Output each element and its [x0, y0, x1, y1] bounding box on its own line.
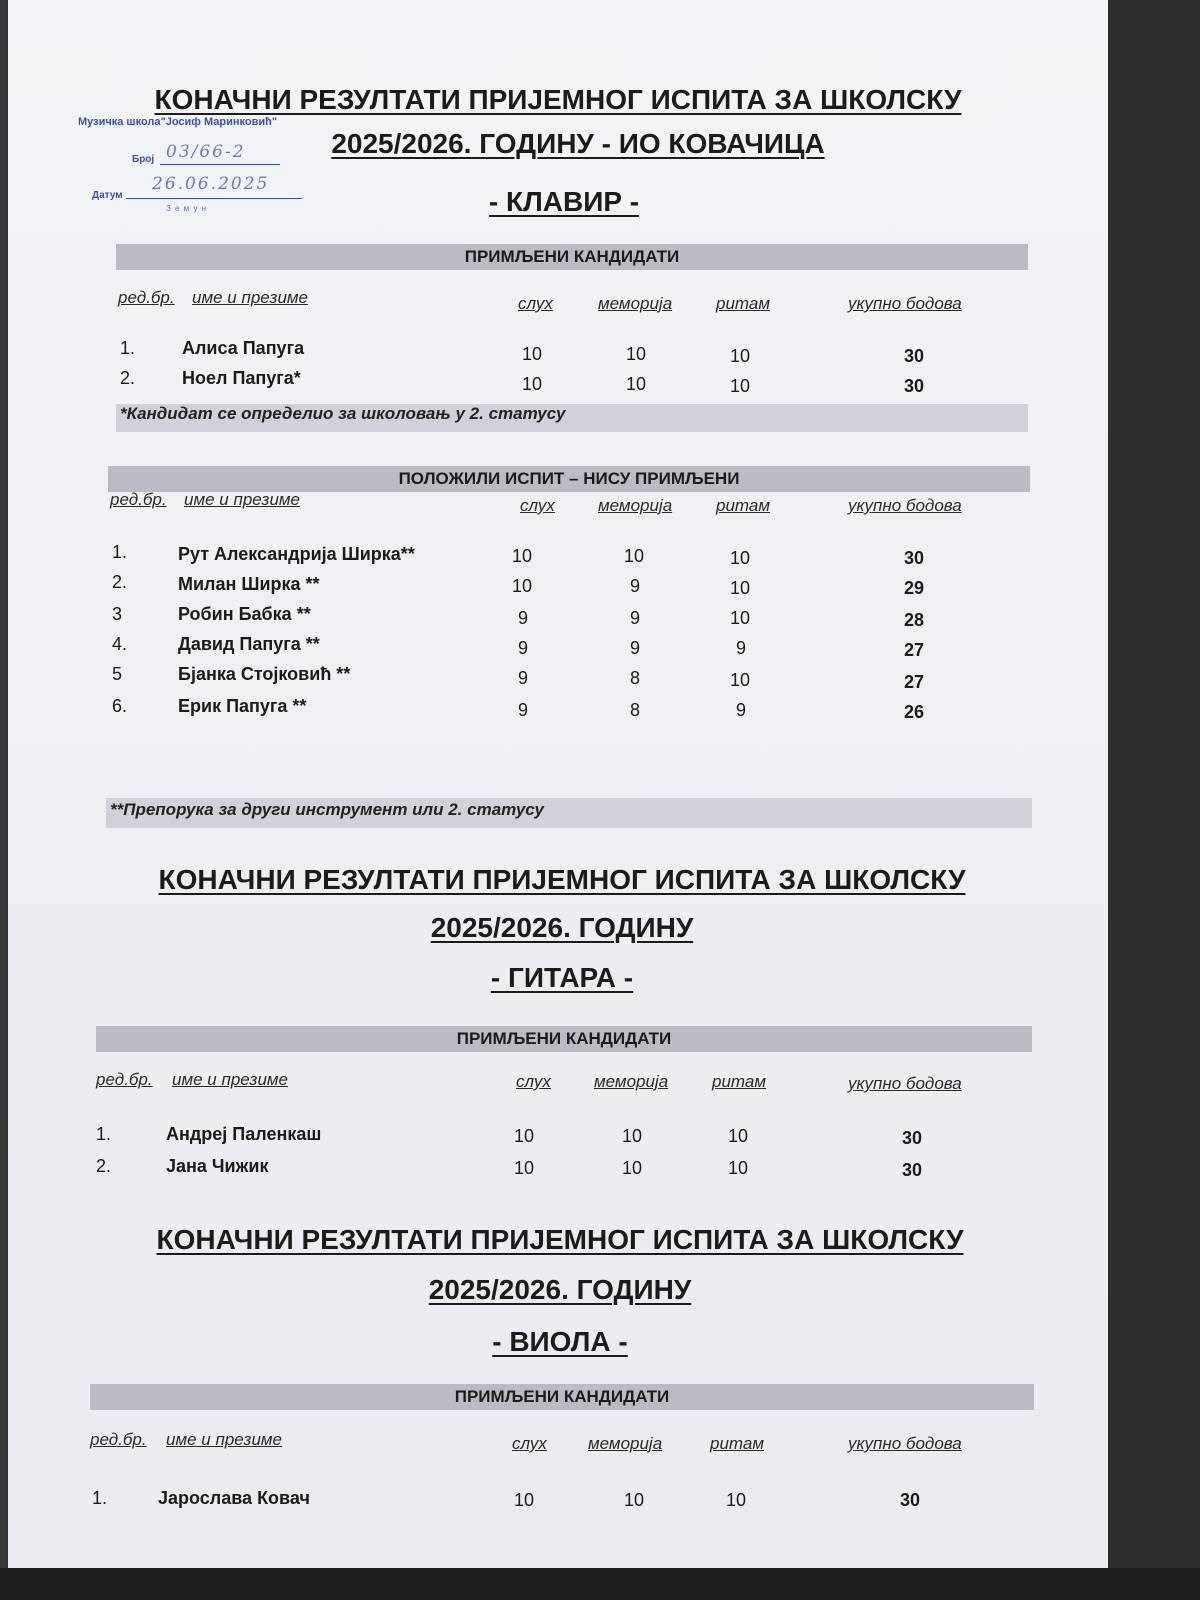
row-num: 1. — [96, 1124, 112, 1144]
col-header-sluh: слух — [516, 1072, 551, 1091]
row-memorija: 9 — [630, 608, 641, 628]
row-memorija: 10 — [624, 546, 645, 566]
klavir-accepted-note: *Кандидат се определио за школовањ у 2. статусу — [120, 404, 566, 423]
background-surface-bottom — [0, 1568, 1200, 1600]
row-num: 1. — [120, 338, 136, 358]
row-num: 4. — [112, 634, 128, 654]
row-memorija: 9 — [630, 638, 641, 658]
row-sluh: 9 — [518, 638, 529, 658]
row-num: 2. — [120, 368, 136, 388]
row-memorija: 8 — [630, 700, 641, 720]
row-name: Алиса Папуга — [182, 338, 305, 358]
col-header-memorija: меморија — [594, 1072, 669, 1091]
col-header-sluh: слух — [512, 1434, 547, 1453]
col-header-sluh: слух — [520, 496, 555, 515]
row-ritam: 10 — [726, 1490, 747, 1510]
row-num: 1. — [92, 1488, 108, 1508]
row-num: 3 — [112, 604, 123, 624]
col-header-memorija: меморија — [598, 496, 673, 515]
col-header-ritam: ритам — [716, 294, 770, 313]
row-ritam: 9 — [736, 638, 747, 658]
row-sluh: 10 — [512, 576, 533, 596]
col-header-num: ред.бр. — [110, 490, 167, 509]
row-name: Јана Чижик — [166, 1156, 269, 1176]
stamp-number-line — [160, 164, 280, 165]
row-sluh: 10 — [514, 1126, 535, 1146]
row-ritam: 10 — [730, 608, 751, 628]
stamp-school-name: Музичка школа"Јосиф Маринковић" — [78, 116, 278, 128]
row-total: 28 — [904, 610, 925, 630]
row-memorija: 10 — [624, 1490, 645, 1510]
col-header-num: ред.бр. — [90, 1430, 147, 1449]
row-name: Давид Папуга ** — [178, 634, 320, 654]
row-num: 2. — [112, 572, 128, 592]
row-num: 1. — [112, 542, 128, 562]
row-ritam: 10 — [730, 548, 751, 568]
row-total: 30 — [900, 1490, 921, 1510]
row-sluh: 10 — [522, 374, 543, 394]
row-name: Ерик Папуга ** — [178, 696, 307, 716]
col-header-name: име и презиме — [192, 288, 309, 307]
row-total: 26 — [904, 702, 925, 722]
gitara-accepted-band: ПРИМЉЕНИ КАНДИДАТИ — [96, 1026, 1032, 1052]
klavir-title-line1: КОНАЧНИ РЕЗУЛТАТИ ПРИЈЕМНОГ ИСПИТА ЗА ШКОЛСКУ — [154, 84, 962, 115]
viola-title-line2: 2025/2026. ГОДИНУ — [428, 1274, 692, 1305]
row-memorija: 10 — [622, 1158, 643, 1178]
row-ritam: 10 — [728, 1158, 749, 1178]
col-header-memorija: меморија — [588, 1434, 663, 1453]
row-memorija: 10 — [626, 374, 647, 394]
viola-title-line1: КОНАЧНИ РЕЗУЛТАТИ ПРИЈЕМНОГ ИСПИТА ЗА ШКОЛСКУ — [156, 1224, 964, 1255]
row-sluh: 9 — [518, 700, 529, 720]
klavir-instrument: - КЛАВИР - — [488, 186, 640, 217]
row-memorija: 8 — [630, 668, 641, 688]
col-header-name: име и презиме — [172, 1070, 289, 1089]
col-header-total: укупно бодова — [848, 294, 962, 313]
row-name: Робин Бабка ** — [178, 604, 311, 624]
col-header-name: име и презиме — [184, 490, 301, 509]
row-name: Андреј Паленкаш — [166, 1124, 322, 1144]
row-name: Јарослава Ковач — [158, 1488, 310, 1508]
klavir-accepted-band: ПРИМЉЕНИ КАНДИДАТИ — [116, 244, 1028, 270]
stamp-date-label: Датум — [92, 190, 123, 201]
row-total: 27 — [904, 672, 925, 692]
col-header-ritam: ритам — [716, 496, 770, 515]
col-header-name: име и презиме — [166, 1430, 283, 1449]
col-header-ritam: ритам — [712, 1072, 766, 1091]
row-sluh: 10 — [514, 1158, 535, 1178]
row-sluh: 10 — [522, 344, 543, 364]
row-total: 30 — [904, 346, 925, 366]
row-total: 30 — [904, 376, 925, 396]
row-num: 5 — [112, 664, 123, 684]
col-header-total: укупно бодова — [848, 496, 962, 515]
row-name: Бјанка Стојковић ** — [178, 664, 351, 684]
row-ritam: 10 — [730, 376, 751, 396]
row-total: 30 — [902, 1160, 923, 1180]
row-ritam: 10 — [728, 1126, 749, 1146]
row-total: 30 — [904, 548, 925, 568]
col-header-num: ред.бр. — [118, 288, 175, 307]
row-ritam: 10 — [730, 578, 751, 598]
row-sluh: 9 — [518, 668, 529, 688]
row-total: 30 — [902, 1128, 923, 1148]
stamp-date-value: 26.06.2025 — [152, 174, 270, 194]
row-total: 29 — [904, 578, 925, 598]
stamp-number-label: Број — [132, 154, 155, 165]
row-num: 6. — [112, 696, 128, 716]
row-memorija: 10 — [626, 344, 647, 364]
klavir-passed-note: **Препорука за други инструмент или 2. статусу — [110, 800, 544, 819]
row-ritam: 10 — [730, 346, 751, 366]
gitara-title-line1: КОНАЧНИ РЕЗУЛТАТИ ПРИЈЕМНОГ ИСПИТА ЗА ШКОЛСКУ — [158, 864, 966, 895]
row-total: 27 — [904, 640, 925, 660]
row-sluh: 10 — [514, 1490, 535, 1510]
col-header-sluh: слух — [518, 294, 553, 313]
gitara-instrument: - ГИТАРА - — [490, 962, 634, 993]
background-surface-right — [1108, 0, 1200, 1600]
stamp-number-value: 03/66-2 — [166, 142, 246, 162]
row-sluh: 10 — [512, 546, 533, 566]
row-num: 2. — [96, 1156, 112, 1176]
document-page — [8, 0, 1108, 1600]
row-memorija: 10 — [622, 1126, 643, 1146]
gitara-title-line2: 2025/2026. ГОДИНУ — [430, 912, 694, 943]
row-name: Рут Александрија Ширка** — [178, 544, 415, 564]
col-header-total: укупно бодова — [848, 1434, 962, 1453]
row-memorija: 9 — [630, 576, 641, 596]
col-header-num: ред.бр. — [96, 1070, 153, 1089]
row-name: Милан Ширка ** — [178, 574, 320, 594]
viola-accepted-band: ПРИМЉЕНИ КАНДИДАТИ — [90, 1384, 1034, 1410]
col-header-memorija: меморија — [598, 294, 673, 313]
row-name: Ноел Папуга* — [182, 368, 301, 388]
stamp-small-text: З е м у н — [166, 204, 208, 213]
row-ritam: 10 — [730, 670, 751, 690]
col-header-ritam: ритам — [710, 1434, 764, 1453]
row-sluh: 9 — [518, 608, 529, 628]
row-ritam: 9 — [736, 700, 747, 720]
klavir-passed-band: ПОЛОЖИЛИ ИСПИТ – НИСУ ПРИМЉЕНИ — [108, 466, 1030, 492]
viola-instrument: - ВИОЛА - — [492, 1326, 628, 1357]
klavir-title-line2: 2025/2026. ГОДИНУ - ИО КОВАЧИЦА — [331, 128, 825, 159]
col-header-total: укупно бодова — [848, 1074, 962, 1093]
